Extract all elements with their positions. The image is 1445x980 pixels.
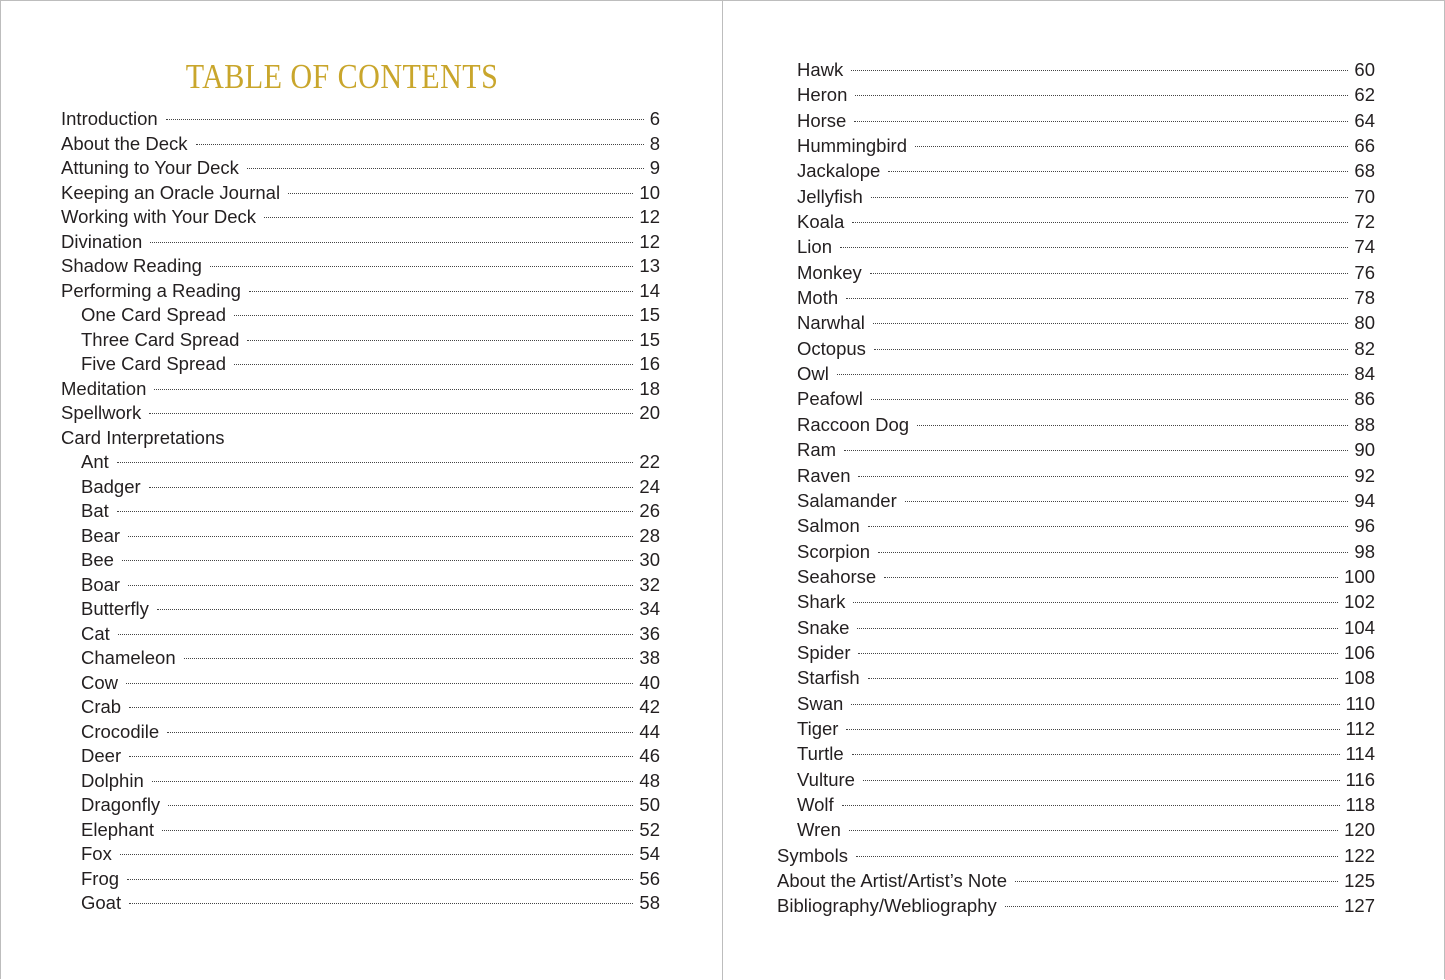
dot-leader (167, 732, 633, 733)
toc-entry (61, 352, 660, 377)
toc-entry-page-number: 36 (639, 622, 660, 644)
toc-entry-label: Chameleon (81, 647, 176, 668)
toc-entry-label: Salamander (797, 489, 897, 511)
toc-entry-page-number: 6 (649, 108, 660, 129)
toc-entry (61, 426, 660, 451)
toc-entry-label: Jackalope (797, 160, 881, 182)
toc-entry-page-number: 20 (639, 402, 660, 423)
dot-leader (842, 805, 1340, 806)
toc-entry-label: Lion (797, 236, 832, 258)
toc-entry (777, 767, 1375, 792)
toc-entry-label: About the Artist/Artist’s Note (777, 870, 1007, 891)
toc-entry (61, 499, 660, 524)
toc-entry (777, 133, 1375, 158)
toc-entry-page-number: 96 (1354, 515, 1375, 537)
toc-entry-label: Moth (797, 287, 839, 309)
toc-entry-label: Card Interpretations (61, 426, 225, 448)
toc-entry (61, 548, 660, 573)
toc-entry-label: Shark (797, 591, 846, 613)
dot-leader (154, 389, 633, 390)
toc-entry-label: Bat (81, 500, 109, 521)
toc-entry-page-number: 66 (1354, 135, 1375, 157)
toc-entry-label: Scorpion (797, 540, 871, 562)
toc-entry-page-number: 44 (639, 720, 660, 742)
toc-entry-label: Seahorse (797, 565, 877, 587)
toc-entry-page-number: 40 (639, 671, 660, 693)
toc-entry (777, 792, 1375, 817)
toc-entry-page-number: 10 (639, 181, 660, 203)
toc-entry-page-number: 100 (1344, 565, 1375, 587)
dot-leader (888, 171, 1348, 172)
dot-leader (152, 781, 634, 782)
dot-leader (870, 273, 1349, 274)
toc-entry-page-number: 15 (639, 304, 660, 325)
toc-entry-label: Horse (797, 109, 847, 131)
dot-leader (840, 247, 1348, 248)
toc-entry (777, 412, 1375, 437)
toc-entry (61, 891, 660, 916)
dot-leader (853, 602, 1338, 603)
toc-entry-label: Swan (797, 692, 844, 714)
toc-entry-page-number: 68 (1354, 160, 1375, 182)
toc-entry-label: Introduction (61, 108, 158, 129)
toc-entry (777, 868, 1375, 893)
toc-entry-page-number: 110 (1345, 692, 1375, 714)
toc-entry-label: Working with Your Deck (61, 206, 257, 227)
toc-entry-label: Meditation (61, 377, 147, 399)
toc-entry-page-number: 120 (1344, 819, 1375, 841)
toc-entry-page-number: 127 (1344, 895, 1375, 917)
toc-entry-label: Octopus (797, 337, 866, 359)
toc-entry (777, 513, 1375, 538)
toc-entry (777, 640, 1375, 665)
toc-entry-page-number: 92 (1354, 464, 1375, 486)
toc-entry (777, 488, 1375, 513)
toc-entry-page-number: 125 (1344, 870, 1375, 891)
toc-list-right (777, 57, 1375, 919)
toc-entry (61, 744, 660, 769)
toc-entry-label: Goat (81, 892, 122, 913)
toc-entry-label: Bibliography/Webliography (777, 895, 997, 917)
dot-leader (844, 450, 1348, 451)
toc-entry-label: Turtle (797, 743, 844, 765)
dot-leader (166, 119, 644, 120)
toc-entry (61, 646, 660, 671)
toc-entry-page-number: 12 (639, 230, 660, 252)
toc-entry-page-number: 34 (639, 598, 660, 619)
toc-entry (61, 205, 660, 230)
toc-entry (777, 615, 1375, 640)
toc-entry (777, 158, 1375, 183)
toc-entry (777, 209, 1375, 234)
toc-entry (61, 377, 660, 402)
dot-leader (247, 168, 644, 169)
toc-entry-label: Wren (797, 819, 841, 841)
toc-entry-page-number: 78 (1354, 287, 1375, 309)
dot-leader (249, 291, 633, 292)
dot-leader (849, 830, 1338, 831)
toc-entry-page-number: 32 (639, 573, 660, 595)
toc-entry-page-number: 13 (639, 255, 660, 276)
toc-entry-page-number: 112 (1345, 717, 1375, 739)
dot-leader (196, 144, 644, 145)
toc-entry (61, 597, 660, 622)
dot-leader (1015, 881, 1338, 882)
toc-entry-page-number: 82 (1354, 337, 1375, 359)
toc-entry-page-number: 48 (639, 769, 660, 791)
toc-entry (777, 184, 1375, 209)
dot-leader (868, 678, 1338, 679)
toc-entry-label: Elephant (81, 818, 155, 840)
toc-entry (777, 893, 1375, 918)
dot-leader (852, 754, 1340, 755)
toc-entry-label: Ram (797, 439, 837, 461)
toc-entry-page-number: 26 (639, 500, 660, 521)
toc-entry-label: Hummingbird (797, 135, 908, 157)
toc-entry (777, 336, 1375, 361)
dot-leader (858, 653, 1338, 654)
toc-entry (61, 573, 660, 598)
toc-entry-page-number: 104 (1344, 616, 1375, 638)
toc-entry-label: Dragonfly (81, 794, 161, 815)
toc-entry-page-number: 28 (639, 524, 660, 546)
toc-entry-page-number: 58 (639, 892, 660, 913)
toc-entry (777, 741, 1375, 766)
toc-entry-label: Ant (81, 451, 109, 472)
page-title: TABLE OF CONTENTS (185, 57, 499, 96)
toc-entry-label: Spider (797, 641, 851, 663)
toc-entry-page-number: 14 (639, 279, 660, 301)
toc-entry-label: Narwhal (797, 312, 865, 334)
toc-list-left (61, 107, 660, 916)
toc-entry-page-number: 74 (1354, 236, 1375, 258)
dot-leader (129, 756, 633, 757)
toc-entry-page-number: 22 (639, 451, 660, 472)
toc-entry-page-number: 9 (649, 157, 660, 178)
dot-leader (127, 879, 633, 880)
toc-entry-label: Snake (797, 616, 850, 638)
toc-entry (61, 230, 660, 255)
dot-leader (149, 487, 634, 488)
toc-entry-label: Crocodile (81, 720, 160, 742)
dot-leader (852, 222, 1348, 223)
toc-entry (61, 695, 660, 720)
dot-leader (247, 340, 633, 341)
dot-leader (128, 585, 633, 586)
toc-entry (777, 564, 1375, 589)
dot-leader (917, 425, 1348, 426)
toc-entry (777, 691, 1375, 716)
dot-leader (878, 552, 1348, 553)
dot-leader (874, 349, 1349, 350)
dot-leader (837, 374, 1349, 375)
dot-leader (855, 95, 1348, 96)
toc-entry-label: Koala (797, 211, 845, 233)
toc-entry-page-number: 8 (649, 132, 660, 154)
toc-entry (777, 539, 1375, 564)
toc-entry-label: Spellwork (61, 402, 142, 423)
toc-entry-label: Deer (81, 745, 122, 766)
toc-entry-label: Wolf (797, 793, 834, 815)
toc-entry (61, 842, 660, 867)
toc-entry (777, 716, 1375, 741)
dot-leader (851, 704, 1339, 705)
toc-entry-label: Badger (81, 475, 141, 497)
dot-leader (150, 242, 633, 243)
dot-leader (858, 476, 1348, 477)
toc-entry (61, 720, 660, 745)
toc-entry-page-number: 56 (639, 867, 660, 889)
toc-entry-label: Fox (81, 843, 112, 864)
dot-leader (122, 560, 634, 561)
toc-entry-label: Bee (81, 549, 114, 570)
toc-entry-page-number: 116 (1345, 768, 1375, 790)
toc-entry-label: Raven (797, 464, 851, 486)
dot-leader (905, 501, 1349, 502)
dot-leader (915, 146, 1348, 147)
toc-entry-page-number: 62 (1354, 84, 1375, 106)
toc-entry-page-number: 18 (639, 377, 660, 399)
toc-entry-page-number: 98 (1354, 540, 1375, 562)
dot-leader (846, 298, 1348, 299)
toc-entry-label: Cow (81, 671, 119, 693)
toc-entry-page-number: 114 (1345, 743, 1375, 765)
dot-leader (157, 609, 634, 610)
toc-entry-label: Boar (81, 573, 121, 595)
dot-leader (234, 364, 633, 365)
dot-leader (120, 854, 634, 855)
toc-entry-label: Cat (81, 622, 110, 644)
page-gutter (722, 1, 723, 980)
toc-entry-page-number: 46 (639, 745, 660, 766)
toc-entry (61, 524, 660, 549)
toc-entry-label: Crab (81, 696, 122, 717)
dot-leader (129, 707, 633, 708)
toc-entry (61, 401, 660, 426)
dot-leader (851, 70, 1348, 71)
toc-entry (61, 769, 660, 794)
toc-entry-page-number: 50 (639, 794, 660, 815)
toc-entry-label: Vulture (797, 768, 855, 790)
toc-entry (777, 57, 1375, 82)
dot-leader (210, 266, 634, 267)
dot-leader (1005, 906, 1338, 907)
toc-entry-label: About the Deck (61, 132, 188, 154)
toc-entry-page-number: 118 (1345, 793, 1375, 815)
toc-entry (61, 156, 660, 181)
dot-leader (117, 462, 634, 463)
toc-entry-page-number: 84 (1354, 363, 1375, 385)
dot-leader (117, 511, 634, 512)
toc-entry-label: Dolphin (81, 769, 144, 791)
toc-entry (61, 622, 660, 647)
toc-entry-page-number: 86 (1354, 388, 1375, 410)
toc-entry-label: Bear (81, 524, 121, 546)
toc-entry (777, 108, 1375, 133)
toc-entry (61, 328, 660, 353)
dot-leader (129, 903, 633, 904)
toc-entry-page-number: 60 (1354, 59, 1375, 80)
toc-entry-page-number: 64 (1354, 109, 1375, 131)
dot-leader (868, 526, 1349, 527)
toc-entry-page-number: 102 (1344, 591, 1375, 613)
toc-entry (777, 234, 1375, 259)
toc-entry (777, 665, 1375, 690)
toc-entry (61, 107, 660, 132)
toc-entry-label: Shadow Reading (61, 255, 202, 276)
toc-entry-label: Starfish (797, 667, 860, 689)
toc-entry-page-number: 15 (639, 328, 660, 350)
toc-entry-label: Owl (797, 363, 829, 385)
toc-entry-label: Symbols (777, 844, 848, 866)
toc-entry-label: Keeping an Oracle Journal (61, 181, 281, 203)
toc-entry-label: One Card Spread (81, 304, 227, 325)
dot-leader (184, 658, 634, 659)
toc-entry-label: Three Card Spread (81, 328, 240, 350)
toc-entry-page-number: 12 (639, 206, 660, 227)
dot-leader (857, 628, 1338, 629)
toc-entry (777, 817, 1375, 842)
toc-entry-label: Attuning to Your Deck (61, 157, 239, 178)
dot-leader (873, 323, 1349, 324)
dot-leader (856, 856, 1338, 857)
toc-entry-label: Salmon (797, 515, 860, 537)
toc-entry (777, 589, 1375, 614)
toc-entry-page-number: 72 (1354, 211, 1375, 233)
toc-entry (777, 361, 1375, 386)
toc-entry-label: Divination (61, 230, 143, 252)
toc-entry-page-number: 122 (1344, 844, 1375, 866)
toc-entry-page-number: 24 (639, 475, 660, 497)
toc-entry-page-number: 106 (1344, 641, 1375, 663)
toc-entry-label: Monkey (797, 261, 862, 283)
toc-entry-page-number: 90 (1354, 439, 1375, 461)
dot-leader (264, 217, 633, 218)
toc-entry (61, 279, 660, 304)
toc-entry-page-number: 76 (1354, 261, 1375, 283)
toc-entry-page-number: 30 (639, 549, 660, 570)
toc-entry-label: Butterfly (81, 598, 149, 619)
toc-entry-label: Five Card Spread (81, 353, 226, 374)
toc-entry-page-number: 108 (1344, 667, 1375, 689)
toc-entry-page-number: 88 (1354, 413, 1375, 435)
toc-entry-label: Frog (81, 867, 120, 889)
dot-leader (871, 197, 1349, 198)
toc-entry (61, 793, 660, 818)
dot-leader (118, 634, 634, 635)
toc-entry-label: Raccoon Dog (797, 413, 910, 435)
toc-entry-label: Hawk (797, 59, 844, 80)
toc-entry-page-number: 80 (1354, 312, 1375, 334)
dot-leader (846, 729, 1339, 730)
dot-leader (288, 193, 633, 194)
dot-leader (149, 413, 633, 414)
toc-entry (777, 260, 1375, 285)
toc-entry (61, 450, 660, 475)
toc-entry-label: Peafowl (797, 388, 863, 410)
toc-entry (61, 867, 660, 892)
toc-entry (61, 132, 660, 157)
toc-entry-page-number: 94 (1354, 489, 1375, 511)
dot-leader (128, 536, 633, 537)
toc-entry (777, 843, 1375, 868)
dot-leader (854, 121, 1348, 122)
toc-entry-page-number: 54 (639, 843, 660, 864)
toc-entry-page-number: 42 (639, 696, 660, 717)
toc-entry (61, 671, 660, 696)
toc-entry-label: Tiger (797, 717, 839, 739)
toc-entry-label: Heron (797, 84, 848, 106)
toc-entry (61, 181, 660, 206)
dot-leader (884, 577, 1338, 578)
toc-entry-label: Jellyfish (797, 185, 863, 207)
toc-entry-label: Performing a Reading (61, 279, 241, 301)
toc-entry-page-number: 38 (639, 647, 660, 668)
toc-entry (61, 475, 660, 500)
dot-leader (871, 399, 1349, 400)
toc-entry-page-number: 70 (1354, 185, 1375, 207)
toc-entry (61, 818, 660, 843)
toc-entry (777, 82, 1375, 107)
dot-leader (162, 830, 633, 831)
toc-entry-page-number: 52 (639, 818, 660, 840)
dot-leader (168, 805, 633, 806)
toc-entry (777, 285, 1375, 310)
dot-leader (234, 315, 633, 316)
dot-leader (126, 683, 633, 684)
toc-entry (777, 463, 1375, 488)
toc-entry (777, 310, 1375, 335)
toc-entry (777, 437, 1375, 462)
toc-entry-page-number: 16 (639, 353, 660, 374)
dot-leader (863, 780, 1340, 781)
toc-entry (61, 303, 660, 328)
toc-entry (777, 386, 1375, 411)
toc-entry (61, 254, 660, 279)
